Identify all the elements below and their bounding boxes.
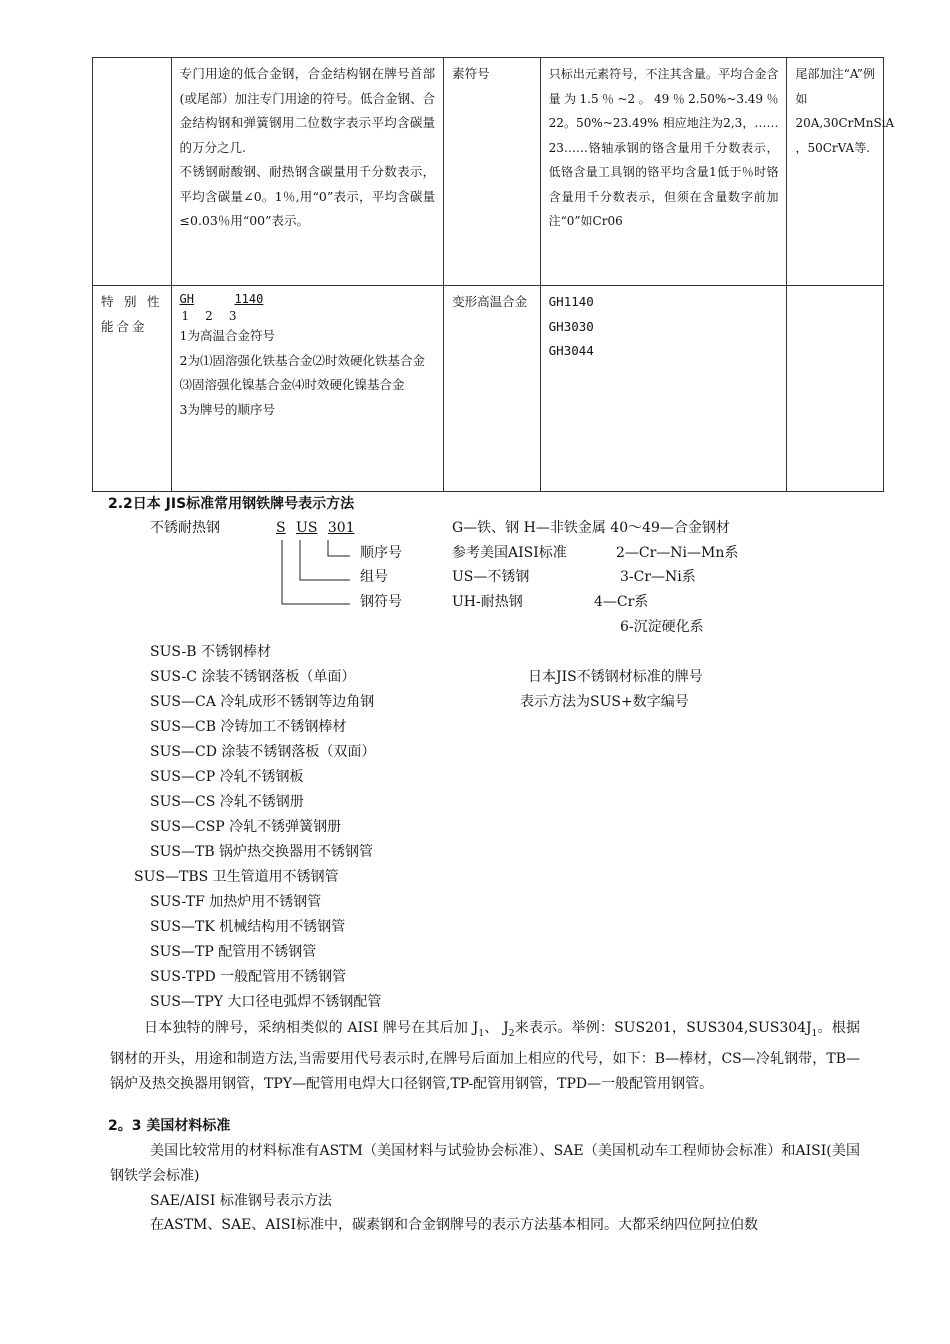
- section-2-3-heading: 2。3 美国材料标准: [108, 1118, 231, 1134]
- list-item: SUS—CD 涂装不锈钢落板（双面）: [150, 744, 376, 760]
- list-item: SUS—TBS 卫生管道用不锈钢管: [134, 869, 339, 885]
- marker-3: 3: [228, 309, 237, 323]
- list-item: SUS—TP 配管用不锈钢管: [150, 944, 317, 960]
- legend-line-4a: UH-耐热钢: [452, 594, 523, 610]
- branch-steel-symbol: 钢符号: [360, 594, 402, 610]
- legend-line-5: 6-沉淀硬化系: [620, 619, 704, 635]
- list-item: SUS—CS 冷轧不锈钢册: [150, 794, 304, 810]
- list-item: SUS—TK 机械结构用不锈钢管: [150, 919, 346, 935]
- jis-note-1: 日本JIS不锈钢材标准的牌号: [528, 669, 703, 685]
- branch-sequence: 顺序号: [360, 545, 402, 561]
- para-sub: 1: [478, 1028, 485, 1039]
- marker-2: 2: [205, 309, 213, 323]
- grade-item: GH3044: [548, 343, 594, 358]
- list-item: SUS-C 涂装不锈钢落板（单面）: [150, 669, 356, 685]
- branch-group: 组号: [360, 569, 388, 585]
- row2-desc-line: 3为牌号的顺序号: [179, 401, 275, 417]
- row2-desc-line: 1为高温合金符号: [179, 328, 275, 343]
- list-item: SUS—CA 冷轧成形不锈钢等边角钢: [150, 694, 375, 710]
- row1-desc-line: 专门用途的低合金钢，合金结构钢在牌号首部(或尾部）加注专门用途的符号。低合金钢、合金结构钢和弹簧钢用二位数字表示平均含碳量的万分之几.: [179, 66, 436, 155]
- legend-line-3b: 3-Cr—Ni系: [620, 569, 696, 585]
- code-num: 301: [327, 520, 355, 536]
- us-standards-paragraph: 美国比较常用的材料标准有ASTM（美国材料与试验协会标准）、SAE（美国机动车工程师协会标准）和AISI(美国钢铁学会标准): [110, 1143, 860, 1184]
- section-2-2-heading: 2.2日本 JIS标准常用钢铁牌号表示方法: [108, 496, 355, 512]
- code-us: US: [296, 520, 318, 536]
- row1-col4: 只标出元素符号，不注其含量。平均合金含量为1.5％~2。49％2.50%~3.49％ 22。50%~23.49% 相应地注为2,3，……23……铬轴承钢的铬含量用千分数表示，低铬含量工具钢的铬平均含量1低于％时铬含量用千分数表示，但须在含量数字前加注“0”如Cr06: [540, 58, 787, 286]
- code-s: S: [276, 520, 286, 536]
- row2-col1: 特别性能合金: [93, 286, 172, 492]
- para-part: SUS201，SUS304,SUS304J: [614, 1020, 812, 1036]
- list-item: SUS-TF 加热炉用不锈钢管: [150, 894, 322, 910]
- list-item: SUS—CP 冷轧不锈钢板: [150, 769, 304, 785]
- grade-item: GH3030: [548, 318, 594, 334]
- marker-1: 1: [181, 309, 190, 323]
- para-part: 、 J: [484, 1020, 509, 1036]
- sae-aisi-subheading: SAE/AISI 标准钢号表示方法: [150, 1193, 332, 1209]
- row2-desc-line: 2为⑴固溶强化铁基合金⑵时效硬化铁基合金⑶固溶强化镍基合金⑷时效硬化镍基合金: [179, 352, 425, 392]
- para-part: 。根据钢材的开头，用途和制造方法,当需要用代号表示时,在牌号后面加上相应的代号，如下：B—棒材，CS—冷轧钢带，TB—锅炉及热交换器用钢管，TPY—配管用电焊大口径钢管,TP-配管用钢管，TPD—一般配管用钢管。: [110, 1020, 861, 1092]
- row1-col5: 尾部加注“A”例如 20A,30CrMnSiA ，50CrVA等.: [787, 58, 884, 286]
- gh-code-prefix: GH: [179, 292, 194, 306]
- sae-aisi-paragraph: 在ASTM、SAE、AISI标准中，碳素钢和合金钢牌号的表示方法基本相同。大都采纳四位阿拉伯数: [150, 1217, 759, 1233]
- stainless-label: 不锈耐热钢: [150, 520, 220, 536]
- legend-line-2a: 参考美国AISI标准: [452, 545, 567, 561]
- para-part: 来表示。举例：: [514, 1020, 615, 1036]
- list-item: SUS—TPY 大口径电弧焊不锈钢配管: [150, 994, 382, 1010]
- legend-line-1: G—铁、钢 H—非铁金属 40～49—合金钢材: [452, 520, 730, 536]
- grade-item: GH1140: [548, 294, 594, 309]
- legend-line-3a: US—不锈钢: [452, 569, 530, 585]
- row2-col3: 变形高温合金: [444, 286, 540, 492]
- list-item: SUS—TB 锅炉热交换器用不锈钢管: [150, 844, 374, 860]
- jis-note-2: 表示方法为SUS+数字编号: [520, 694, 689, 710]
- legend-line-2b: 2—Cr—Ni—Mn系: [616, 545, 739, 561]
- legend-line-4b: 4—Cr系: [594, 594, 649, 610]
- para-part: 日本独特的牌号，采纳相类似的 AISI 牌号在其后加 J: [144, 1020, 479, 1036]
- list-item: SUS—CSP 冷轧不锈弹簧钢册: [150, 819, 342, 835]
- gh-code-number: 1140: [234, 292, 264, 306]
- row1-col3: 素符号: [444, 58, 540, 286]
- para-sub: 2: [508, 1028, 515, 1039]
- para-sub: 1: [811, 1028, 818, 1039]
- row1-desc-line: 不锈钢耐酸钢、耐热钢含碳量用千分数表示，平均含碳量∠0。1％,用“0”表示，平均含碳量≤0.03％用“00”表示。: [179, 164, 436, 228]
- list-item: SUS—CB 冷铸加工不锈钢棒材: [150, 719, 347, 735]
- list-item: SUS-TPD 一般配管用不锈钢管: [150, 969, 347, 985]
- list-item: SUS-B 不锈钢棒材: [150, 644, 271, 660]
- jis-paragraph: [110, 1016, 860, 1097]
